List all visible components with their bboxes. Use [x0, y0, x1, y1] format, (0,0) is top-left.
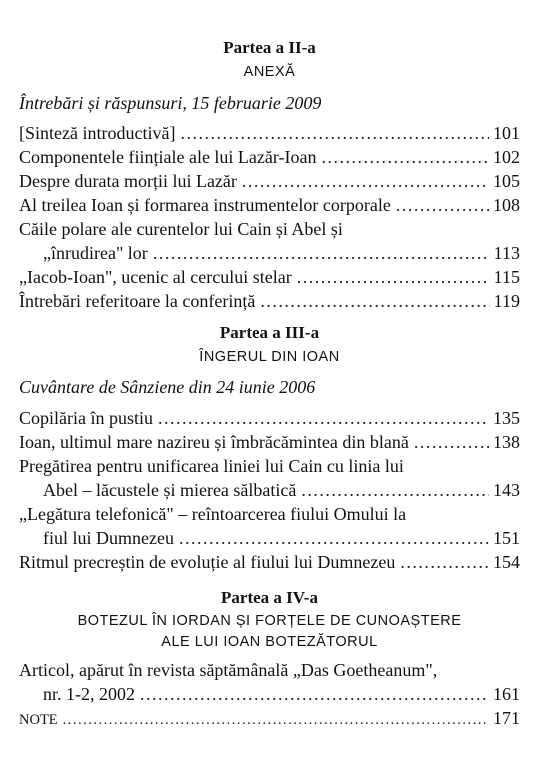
toc-entry — [19, 169, 520, 193]
toc-entry-page: 138 — [493, 432, 520, 452]
section-subtitle: Cuvântare de Sânziene din 24 iunie 2006 — [19, 377, 316, 397]
toc-entry-page: 105 — [493, 171, 520, 191]
section-title-line2: ALE LUI IOAN BOTEZĂTORUL — [161, 634, 378, 650]
section-title-line1: BOTEZUL ÎN IORDAN ȘI FORȚELE DE CUNOAȘTERE — [77, 613, 462, 629]
toc-entry-page: 102 — [493, 147, 520, 167]
section-title: ANEXĂ — [243, 64, 296, 80]
toc-entry-title: NOTE — [19, 712, 58, 728]
toc-entry-title: „Iacob-Ioan", ucenic al cercului stelar — [19, 267, 292, 287]
toc-entry — [43, 478, 520, 502]
toc-entry-page: 101 — [493, 123, 520, 143]
toc-entry — [19, 550, 520, 574]
leader-dots — [414, 430, 489, 454]
leader-dots — [301, 478, 489, 502]
leader-dots — [158, 406, 489, 430]
toc-entry-page: 171 — [493, 708, 520, 728]
toc-entry-title: Întrebări referitoare la conferință — [19, 291, 256, 311]
leader-dots — [297, 265, 490, 289]
leader-dots — [396, 193, 489, 217]
toc-entry-title: Despre durata morții lui Lazăr — [19, 171, 237, 191]
toc-entry-page: 113 — [493, 243, 520, 263]
toc-entry-page: 108 — [493, 195, 520, 215]
toc-entry-title: Copilăria în pustiu — [19, 408, 153, 428]
toc-entry — [19, 265, 520, 289]
toc-entry-title: Ioan, ultimul mare nazireu și îmbrăcămintea din blană — [19, 432, 409, 452]
leader-dots — [153, 241, 490, 265]
toc-entry — [19, 706, 520, 730]
toc-entry — [19, 406, 520, 430]
part-heading: Partea a III-a — [219, 323, 320, 342]
toc-entry-page: 154 — [493, 552, 520, 572]
toc-entry-title: Abel – lăcustele și mierea sălbatică — [43, 480, 297, 500]
leader-dots — [180, 121, 489, 145]
toc-entry-title: „înrudirea" lor — [43, 243, 148, 263]
toc-entry-page: 143 — [493, 480, 520, 500]
toc-entry — [19, 430, 520, 454]
toc-entry-title-line1: Articol, apărut în revista săptămânală „Das Goetheanum", — [19, 660, 438, 680]
toc-entry-page: 151 — [493, 528, 520, 548]
toc-entry — [19, 121, 520, 145]
toc-entry — [43, 241, 520, 265]
toc-entry — [19, 193, 520, 217]
toc-entry-page: 161 — [493, 684, 520, 704]
leader-dots — [260, 289, 489, 313]
toc-entry-page: 115 — [493, 267, 520, 287]
leader-dots — [63, 708, 489, 732]
toc-entry — [43, 526, 520, 550]
part-heading: Partea a II-a — [223, 38, 316, 57]
toc-entry-title: Al treilea Ioan și formarea instrumentelor corporale — [19, 195, 391, 215]
leader-dots — [400, 550, 489, 574]
toc-entry — [43, 682, 520, 706]
toc-entry-title: Componentele ființiale ale lui Lazăr-Ioan — [19, 147, 317, 167]
toc-entry-title-line1: Pregătirea pentru unificarea liniei lui Cain cu linia lui — [19, 456, 404, 476]
toc-entry-title: nr. 1-2, 2002 — [43, 684, 135, 704]
toc-entry-title: [Sinteză introductivă] — [19, 123, 176, 143]
part-heading: Partea a IV-a — [221, 588, 318, 607]
leader-dots — [179, 526, 489, 550]
toc-entry-page: 119 — [493, 291, 520, 311]
toc-entry-title-line1: „Legătura telefonică" – reîntoarcerea fiului Omului la — [19, 504, 407, 524]
leader-dots — [322, 145, 489, 169]
leader-dots — [140, 682, 489, 706]
toc-entry-title: fiul lui Dumnezeu — [43, 528, 174, 548]
toc-entry-page: 135 — [493, 408, 520, 428]
section-subtitle: Întrebări și răspunsuri, 15 februarie 2009 — [19, 93, 322, 113]
toc-entry-title-line1: Căile polare ale curentelor lui Cain și Abel și — [19, 219, 343, 239]
toc-entry-title: Ritmul precreștin de evoluție al fiului lui Dumnezeu — [19, 552, 396, 572]
toc-entry — [19, 289, 520, 313]
leader-dots — [242, 169, 489, 193]
toc-entry — [19, 145, 520, 169]
section-title: ÎNGERUL DIN IOAN — [199, 349, 340, 365]
